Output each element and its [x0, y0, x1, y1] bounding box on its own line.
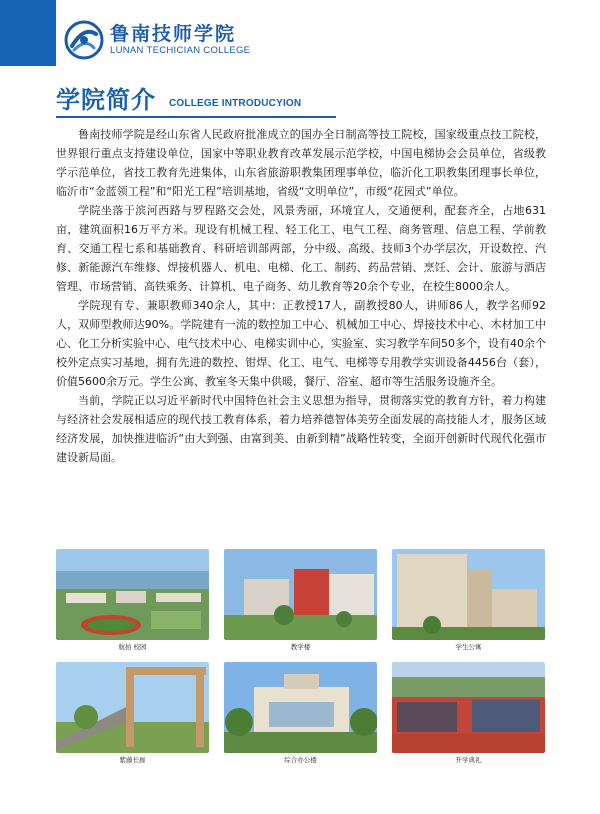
introduction-text — [56, 125, 546, 467]
photo-aerial-campus — [56, 549, 209, 640]
paragraph-2: 学院坐落于滨河西路与罗程路交会处，风景秀丽，环境宜人，交通便利，配套齐全，占地631亩，建筑面积16万平方米。现设有机械工程、轻工化工、电气工程、商务管理、信息工程、学前教育、交通工程七系和基础教育、科研培训部两部，分中级、高级、技师3个办学层次，开设数控、汽修、新能源汽车维修、焊接机器人、机电、电梯、化工、制药、药品营销、烹饪、会计、旅游与酒店管理、市场营销、高铁乘务、计算机、电子商务、幼儿教育等20余个专业，在校生8000余人。 — [56, 204, 546, 293]
logo-name-cn: 鲁南技师学院 — [110, 23, 237, 45]
caption-aerial-campus: 航拍 校园 — [118, 643, 147, 651]
photo-opening-ceremony — [392, 662, 545, 753]
paragraph-1: 鲁南技师学院是经山东省人民政府批准成立的国办全日制高等技工院校，国家级重点技工院校，世界银行重点支持建设单位，国家中等职业教育改革发展示范学校，中国电梯协会会员单位，省级教学示范单位，省技工教育先进集体，山东省旅游职教集团理事单位，临沂化工职教集团理事长单位，临沂市“金蓝领工程”和“阳光工程”培训基地，省级“文明单位”，市级“花园式”单位。 — [56, 128, 546, 198]
section-heading — [56, 85, 544, 119]
caption-office-building: 综合办公楼 — [284, 756, 317, 764]
section-title-en: COLLEGE INTRODUCYION — [169, 98, 302, 109]
caption-student-dormitory: 学生公寓 — [455, 643, 482, 651]
photo-student-dormitory — [392, 549, 545, 640]
heading-underline — [56, 116, 336, 118]
paragraph-3: 学院现有专、兼职教师340余人，其中：正教授17人，副教授80人，讲师86人，教学名师92人，双师型教师达90%。学院建有一流的数控加工中心、机械加工中心、焊接技术中心、木材加工中心、化工分析实验中心、电气技术中心、电梯实训中心，实验室、实习教学车间50多个，设有40余个校外定点实习基地，拥有先进的数控、钳焊、化工、电气、电梯等专用教学实训设备4456台（套），价值5600余万元。学生公寓、教室冬天集中供暖，餐厅、浴室、超市等生活服务设施齐全。 — [56, 299, 546, 388]
photo-office-building — [224, 662, 377, 753]
caption-teaching-building: 教学楼 — [290, 643, 311, 651]
corner-tab — [0, 0, 56, 66]
caption-opening-ceremony: 开学典礼 — [455, 756, 482, 764]
college-logo — [64, 20, 250, 60]
photo-teaching-building — [224, 549, 377, 640]
section-title-cn: 学院简介 — [56, 86, 156, 114]
college-emblem-icon — [64, 20, 104, 60]
paragraph-4: 当前，学院正以习近平新时代中国特色社会主义思想为指导，贯彻落实党的教育方针，着力构建与经济社会发展相适应的现代技工教育体系，着力培养德智体美劳全面发展的高技能人才，服务区域经济发展，加快推进临沂“由大到强、由富到美、由新到精”战略性转变，全面开创新时代现代化强市建设新局面。 — [56, 394, 546, 464]
caption-wisteria-corridor: 紫藤长廊 — [119, 756, 146, 764]
logo-name-en: LUNAN TECHICIAN COLLEGE — [110, 45, 251, 56]
photo-wisteria-corridor — [56, 662, 209, 753]
